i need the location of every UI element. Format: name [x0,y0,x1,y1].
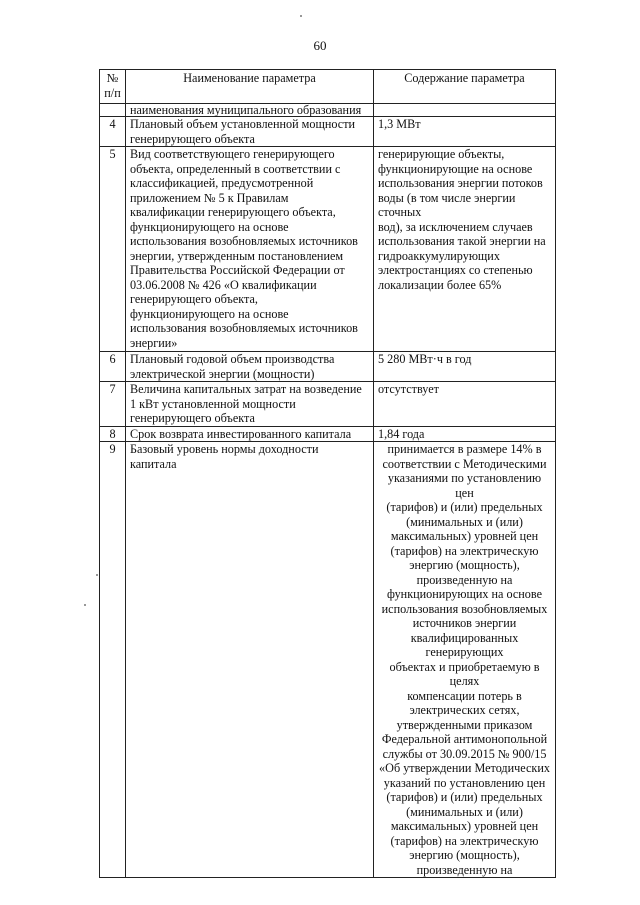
row-number: 6 [100,352,126,382]
table-row [100,442,556,878]
row-number [100,104,126,117]
table-row [100,117,556,147]
scan-speck [84,604,86,606]
scan-speck [300,15,302,17]
table-row [100,147,556,352]
parameter-value: 1,3 МВт [374,117,556,147]
table-row [100,104,556,117]
scan-speck [96,574,98,576]
table-row [100,352,556,382]
parameter-value: отсутствует [374,382,556,427]
row-number: 9 [100,442,126,878]
parameter-name: Срок возврата инвестированного капитала [126,426,374,442]
row-number: 8 [100,426,126,442]
parameter-name: Базовый уровень нормы доходности капитала [126,442,374,878]
row-number: 4 [100,117,126,147]
page-number: 60 [313,38,327,53]
parameter-name: Плановый годовой объем производства электрической энергии (мощности) [126,352,374,382]
header-parameter-value: Содержание параметра [374,70,556,104]
row-number: 5 [100,147,126,352]
table-header-row [100,70,556,104]
parameters-table [99,69,556,878]
header-parameter-name: Наименование параметра [126,70,374,104]
table-row [100,382,556,427]
parameter-value [374,104,556,117]
header-number: № п/п [100,70,126,104]
parameter-name: Величина капитальных затрат на возведение 1 кВт установленной мощности генерирующего объекта [126,382,374,427]
parameter-name: Плановый объем установленной мощности генерирующего объекта [126,117,374,147]
parameter-name: наименования муниципального образования [126,104,374,117]
row-number: 7 [100,382,126,427]
parameter-value: 5 280 МВт·ч в год [374,352,556,382]
table-row [100,426,556,442]
parameter-value: 1,84 года [374,426,556,442]
parameter-name: Вид соответствующего генерирующего объекта, определенный в соответствии с классификацией, предусмотренной приложением № 5 к Правилам квалификации генерирующего объекта, функционирующего на основе использования возобновляемых источников энергии, утвержденным постановлением Правительства Российской Федерации от 03.06.2008 № 426 «О квалификации генерирующего объекта, функционирующего на основе использования возобновляемых источников энергии» [126,147,374,352]
parameter-value: генерирующие объекты, функционирующие на основе использования энергии потоков воды (в том числе энергии сточных вод), за исключением случаев использования такой энергии на гидроаккумулирующих электростанциях со степенью локализации более 65% [374,147,556,352]
parameter-value: принимается в размере 14% в соответствии с Методическими указаниями по установлению цен (тарифов) и (или) предельных (минимальных и (или) максимальных) уровней цен (тарифов) на электрическую энергию (мощность), произведенную на функционирующих на основе использования возобновляемых источников энергии квалифицированных генерирующих объектах и приобретаемую в целях компенсации потерь в электрических сетях, утвержденными приказом Федеральной антимонопольной службы от 30.09.2015 № 900/15 «Об утверждении Методических указаний по установлению цен (тарифов) и (или) предельных (минимальных и (или) максимальных) уровней цен (тарифов) на электрическую энергию (мощность), произведенную на [374,442,556,878]
